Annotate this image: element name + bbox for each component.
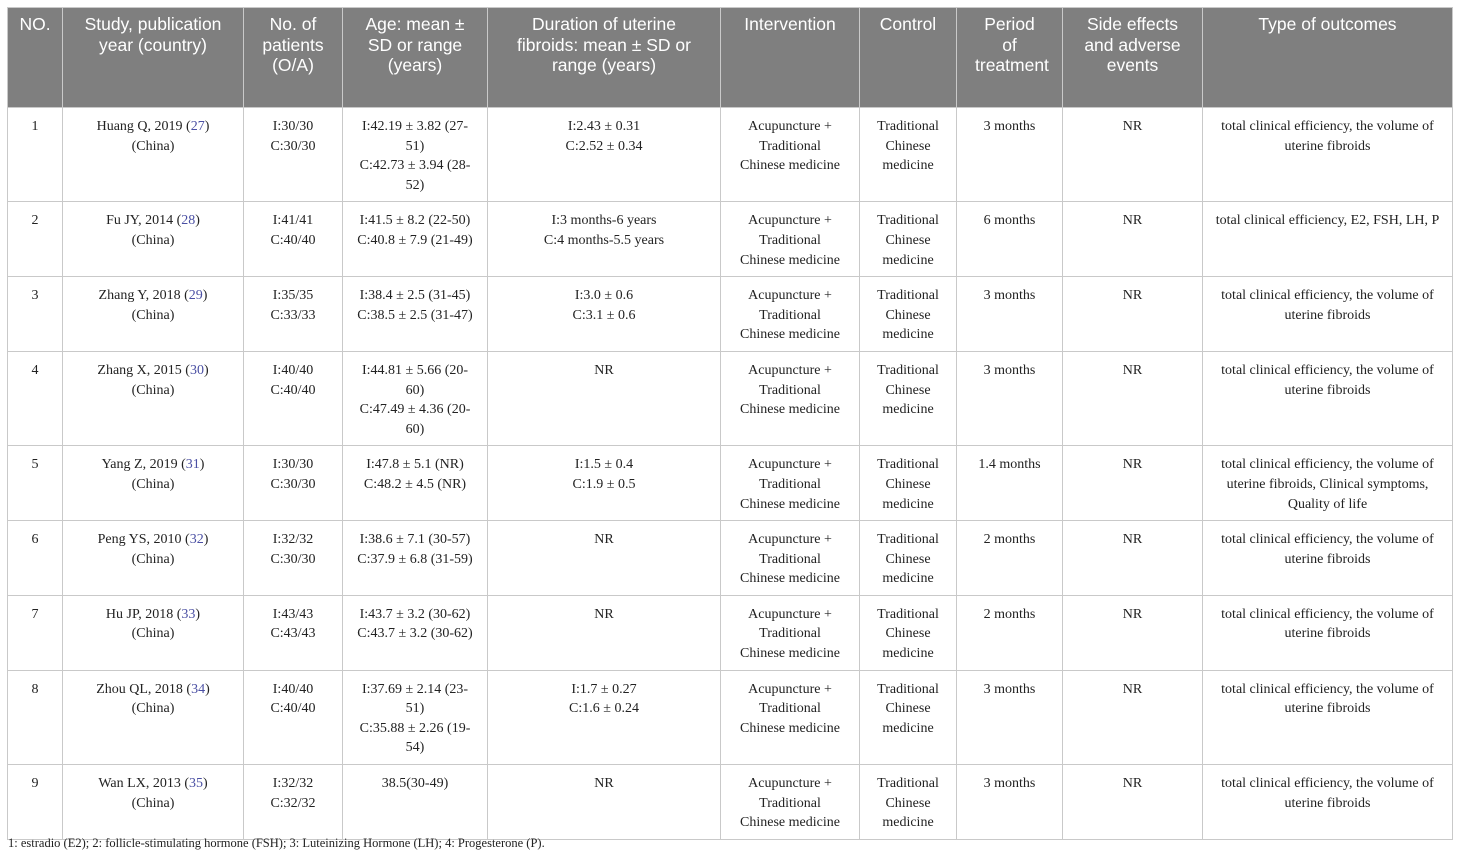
cell-duration bbox=[488, 670, 721, 764]
study-author-year: Zhang X, 2015 ( bbox=[97, 362, 190, 378]
intervention-text: Acupuncture + Traditional Chinese medicine bbox=[740, 776, 840, 831]
side-effects-text: NR bbox=[1122, 457, 1143, 473]
study-country: (China) bbox=[131, 382, 175, 398]
control-text: Traditional Chinese medicine bbox=[877, 776, 939, 831]
intervention-text: Acupuncture + Traditional Chinese medicine bbox=[740, 681, 840, 736]
study-author-year: Hu JP, 2018 ( bbox=[105, 606, 182, 622]
cell-study bbox=[63, 670, 244, 764]
age-group: C:35.88 ± 2.26 (19-54) bbox=[359, 720, 471, 756]
cell-patients bbox=[244, 446, 343, 521]
age-group: 38.5(30-49) bbox=[381, 776, 449, 792]
cell-patients bbox=[244, 595, 343, 670]
study-citation bbox=[71, 605, 235, 625]
cell-intervention bbox=[721, 595, 860, 670]
side-effects-text: NR bbox=[1122, 681, 1143, 697]
cell-duration bbox=[488, 202, 721, 277]
cell-intervention bbox=[721, 446, 860, 521]
control-text: Traditional Chinese medicine bbox=[877, 457, 939, 512]
duration-group: I:3 months-6 years bbox=[551, 213, 657, 229]
patients-group: I:40/40 bbox=[272, 362, 314, 378]
cell-side-effects bbox=[1063, 595, 1203, 670]
cell-period bbox=[957, 765, 1063, 840]
study-citation bbox=[71, 455, 235, 475]
period-text: 2 months bbox=[983, 532, 1036, 548]
table-row bbox=[8, 446, 1453, 521]
study-paren-close: ) bbox=[202, 288, 208, 304]
header-patients: No. of patients (O/A) bbox=[244, 8, 343, 108]
study-country: (China) bbox=[131, 551, 175, 567]
cell-study bbox=[63, 277, 244, 352]
duration-group: C:4 months-5.5 years bbox=[543, 232, 665, 248]
cell-no bbox=[8, 765, 63, 840]
cell-side-effects bbox=[1063, 670, 1203, 764]
cell-control bbox=[860, 277, 957, 352]
cell-age bbox=[343, 277, 488, 352]
patients-group: C:40/40 bbox=[270, 232, 316, 248]
period-text: 3 months bbox=[983, 776, 1036, 792]
cell-no bbox=[8, 446, 63, 521]
patients-group: I:43/43 bbox=[272, 606, 314, 622]
patients-group: C:40/40 bbox=[270, 701, 316, 717]
age-group: I:38.6 ± 7.1 (30-57) bbox=[359, 532, 471, 548]
side-effects-text: NR bbox=[1122, 532, 1143, 548]
cell-no bbox=[8, 351, 63, 445]
row-number: 3 bbox=[31, 288, 39, 304]
cell-patients bbox=[244, 202, 343, 277]
cell-period bbox=[957, 595, 1063, 670]
intervention-text: Acupuncture + Traditional Chinese medicine bbox=[740, 606, 840, 662]
cell-outcomes bbox=[1203, 521, 1453, 596]
intervention-text: Acupuncture + Traditional Chinese medicine bbox=[740, 362, 840, 418]
table-row bbox=[8, 765, 1453, 840]
cell-period bbox=[957, 108, 1063, 202]
age-group: I:42.19 ± 3.82 (27-51) bbox=[361, 119, 469, 154]
outcomes-text: total clinical efficiency, E2, FSH, LH, P bbox=[1215, 213, 1440, 229]
row-number: 5 bbox=[31, 457, 39, 473]
cell-control bbox=[860, 202, 957, 277]
duration-group: I:3.0 ± 0.6 bbox=[574, 288, 634, 304]
age-group: C:43.7 ± 3.2 (30-62) bbox=[357, 626, 473, 642]
age-group: C:42.73 ± 3.94 (28-52) bbox=[359, 158, 471, 193]
patients-group: I:30/30 bbox=[272, 119, 314, 134]
reference-link[interactable]: 34 bbox=[191, 681, 206, 697]
cell-no bbox=[8, 521, 63, 596]
patients-group: I:32/32 bbox=[272, 776, 314, 792]
row-number: 1 bbox=[31, 119, 39, 134]
table-row bbox=[8, 277, 1453, 352]
cell-side-effects bbox=[1063, 521, 1203, 596]
header-outcomes: Type of outcomes bbox=[1203, 8, 1453, 108]
cell-intervention bbox=[721, 521, 860, 596]
cell-duration bbox=[488, 446, 721, 521]
cell-study bbox=[63, 351, 244, 445]
cell-control bbox=[860, 351, 957, 445]
patients-group: I:40/40 bbox=[272, 681, 314, 697]
patients-group: C:30/30 bbox=[270, 476, 316, 492]
cell-intervention bbox=[721, 351, 860, 445]
cell-outcomes bbox=[1203, 351, 1453, 445]
row-number: 9 bbox=[31, 776, 39, 792]
study-citation bbox=[71, 361, 235, 381]
duration-group: C:1.6 ± 0.24 bbox=[569, 701, 639, 717]
age-group: C:38.5 ± 2.5 (31-47) bbox=[357, 307, 473, 323]
cell-study bbox=[63, 521, 244, 596]
study-author-year: Zhang Y, 2018 ( bbox=[98, 288, 189, 304]
side-effects-text: NR bbox=[1122, 288, 1143, 304]
period-text: 3 months bbox=[983, 119, 1036, 134]
row-number: 2 bbox=[31, 213, 39, 229]
study-paren-close: ) bbox=[203, 362, 209, 378]
age-group: C:40.8 ± 7.9 (21-49) bbox=[357, 232, 473, 248]
patients-group: I:30/30 bbox=[272, 457, 314, 473]
age-group: I:44.81 ± 5.66 (20-60) bbox=[361, 362, 469, 398]
row-number: 8 bbox=[31, 681, 39, 697]
cell-period bbox=[957, 277, 1063, 352]
cell-duration bbox=[488, 108, 721, 202]
cell-duration bbox=[488, 351, 721, 445]
cell-age bbox=[343, 351, 488, 445]
period-text: 3 months bbox=[983, 681, 1036, 697]
patients-group: I:32/32 bbox=[272, 532, 314, 548]
age-group: I:41.5 ± 8.2 (22-50) bbox=[359, 213, 471, 229]
row-number: 7 bbox=[31, 606, 39, 622]
study-citation bbox=[71, 117, 235, 137]
cell-outcomes bbox=[1203, 108, 1453, 202]
cell-intervention bbox=[721, 277, 860, 352]
cell-no bbox=[8, 108, 63, 202]
reference-link[interactable]: 30 bbox=[189, 362, 204, 378]
header-no: NO. bbox=[8, 8, 63, 108]
cell-outcomes bbox=[1203, 765, 1453, 840]
outcomes-text: total clinical efficiency, the volume of uterine fibroids bbox=[1221, 776, 1434, 811]
outcomes-text: total clinical efficiency, the volume of uterine fibroids bbox=[1221, 606, 1434, 642]
cell-intervention bbox=[721, 765, 860, 840]
control-text: Traditional Chinese medicine bbox=[877, 213, 939, 268]
cell-age bbox=[343, 595, 488, 670]
side-effects-text: NR bbox=[1122, 606, 1143, 622]
table-body bbox=[8, 108, 1453, 840]
cell-control bbox=[860, 521, 957, 596]
table-row bbox=[8, 202, 1453, 277]
cell-patients bbox=[244, 351, 343, 445]
study-citation bbox=[71, 530, 235, 550]
cell-side-effects bbox=[1063, 277, 1203, 352]
age-group: C:47.49 ± 4.36 (20-60) bbox=[359, 402, 471, 437]
outcomes-text: total clinical efficiency, the volume of uterine fibroids bbox=[1221, 119, 1434, 154]
table-header bbox=[8, 8, 1453, 108]
study-paren-close: ) bbox=[205, 681, 210, 697]
study-citation bbox=[71, 774, 235, 794]
control-text: Traditional Chinese medicine bbox=[877, 362, 939, 418]
study-author-year: Wan LX, 2013 ( bbox=[98, 776, 189, 792]
row-number: 6 bbox=[31, 532, 39, 548]
cell-outcomes bbox=[1203, 670, 1453, 764]
duration-group: NR bbox=[594, 532, 614, 548]
outcomes-text: total clinical efficiency, the volume of uterine fibroids, Clinical symptoms, Quality of life bbox=[1221, 457, 1434, 512]
duration-group: I:1.7 ± 0.27 bbox=[571, 681, 637, 697]
duration-group: I:2.43 ± 0.31 bbox=[567, 119, 641, 134]
cell-patients bbox=[244, 521, 343, 596]
row-number: 4 bbox=[31, 362, 39, 378]
cell-age bbox=[343, 521, 488, 596]
cell-age bbox=[343, 202, 488, 277]
intervention-text: Acupuncture + Traditional Chinese medicine bbox=[740, 532, 840, 587]
study-characteristics-table bbox=[7, 7, 1453, 840]
intervention-text: Acupuncture + Traditional Chinese medicine bbox=[740, 457, 840, 512]
age-group: C:48.2 ± 4.5 (NR) bbox=[363, 476, 467, 492]
cell-outcomes bbox=[1203, 595, 1453, 670]
cell-control bbox=[860, 446, 957, 521]
header-period: Period of treatment bbox=[957, 8, 1063, 108]
age-group: I:43.7 ± 3.2 (30-62) bbox=[359, 606, 471, 622]
cell-duration bbox=[488, 765, 721, 840]
cell-duration bbox=[488, 277, 721, 352]
cell-patients bbox=[244, 108, 343, 202]
study-country: (China) bbox=[131, 138, 175, 154]
cell-duration bbox=[488, 521, 721, 596]
side-effects-text: NR bbox=[1122, 119, 1143, 134]
study-country: (China) bbox=[131, 476, 175, 492]
header-control: Control bbox=[860, 8, 957, 108]
cell-side-effects bbox=[1063, 202, 1203, 277]
header-intervention: Intervention bbox=[721, 8, 860, 108]
cell-patients bbox=[244, 277, 343, 352]
cell-outcomes bbox=[1203, 202, 1453, 277]
study-paren-close: ) bbox=[204, 119, 210, 134]
age-group: I:37.69 ± 2.14 (23-51) bbox=[361, 681, 469, 717]
cell-study bbox=[63, 202, 244, 277]
study-characteristics-table-container bbox=[7, 7, 1452, 840]
reference-link[interactable]: 35 bbox=[188, 776, 203, 792]
cell-no bbox=[8, 595, 63, 670]
header-study: Study, publication year (country) bbox=[63, 8, 244, 108]
outcomes-text: total clinical efficiency, the volume of uterine fibroids bbox=[1221, 288, 1434, 323]
cell-intervention bbox=[721, 670, 860, 764]
duration-group: NR bbox=[594, 606, 614, 622]
patients-group: I:41/41 bbox=[272, 213, 314, 229]
header-duration: Duration of uterine fibroids: mean ± SD or range (years) bbox=[488, 8, 721, 108]
cell-no bbox=[8, 202, 63, 277]
cell-period bbox=[957, 446, 1063, 521]
study-country: (China) bbox=[131, 795, 175, 811]
cell-control bbox=[860, 108, 957, 202]
study-author-year: Huang Q, 2019 ( bbox=[96, 119, 191, 134]
cell-period bbox=[957, 351, 1063, 445]
cell-control bbox=[860, 765, 957, 840]
cell-outcomes bbox=[1203, 446, 1453, 521]
outcomes-text: total clinical efficiency, the volume of uterine fibroids bbox=[1221, 362, 1434, 398]
reference-link[interactable]: 33 bbox=[181, 606, 196, 622]
study-country: (China) bbox=[131, 701, 175, 717]
outcomes-text: total clinical efficiency, the volume of uterine fibroids bbox=[1221, 681, 1434, 717]
cell-control bbox=[860, 595, 957, 670]
reference-link[interactable]: 29 bbox=[188, 288, 203, 304]
patients-group: C:43/43 bbox=[270, 626, 316, 642]
side-effects-text: NR bbox=[1122, 776, 1143, 792]
duration-group: C:2.52 ± 0.34 bbox=[565, 138, 643, 154]
control-text: Traditional Chinese medicine bbox=[877, 606, 939, 662]
side-effects-text: NR bbox=[1122, 213, 1143, 229]
cell-patients bbox=[244, 670, 343, 764]
reference-link[interactable]: 28 bbox=[181, 213, 196, 229]
cell-no bbox=[8, 277, 63, 352]
cell-age bbox=[343, 446, 488, 521]
duration-group: NR bbox=[594, 776, 614, 792]
header-age: Age: mean ± SD or range (years) bbox=[343, 8, 488, 108]
cell-side-effects bbox=[1063, 351, 1203, 445]
table-row bbox=[8, 351, 1453, 445]
cell-study bbox=[63, 595, 244, 670]
study-country: (China) bbox=[131, 232, 175, 248]
cell-no bbox=[8, 670, 63, 764]
duration-group: C:1.9 ± 0.5 bbox=[572, 476, 636, 492]
header-side-effects: Side effects and adverse events bbox=[1063, 8, 1203, 108]
cell-control bbox=[860, 670, 957, 764]
period-text: 3 months bbox=[983, 288, 1036, 304]
cell-period bbox=[957, 521, 1063, 596]
duration-group: I:1.5 ± 0.4 bbox=[574, 457, 634, 473]
table-row bbox=[8, 595, 1453, 670]
period-text: 3 months bbox=[983, 362, 1036, 378]
header-row bbox=[8, 8, 1453, 108]
period-text: 6 months bbox=[983, 213, 1036, 229]
table-row bbox=[8, 521, 1453, 596]
patients-group: C:32/32 bbox=[270, 795, 316, 811]
study-citation bbox=[71, 286, 235, 306]
cell-study bbox=[63, 108, 244, 202]
cell-study bbox=[63, 765, 244, 840]
duration-group: NR bbox=[594, 362, 614, 378]
patients-group: C:33/33 bbox=[270, 307, 316, 323]
cell-period bbox=[957, 202, 1063, 277]
cell-study bbox=[63, 446, 244, 521]
study-paren-close: ) bbox=[195, 213, 200, 229]
study-author-year: Zhou QL, 2018 ( bbox=[96, 681, 192, 697]
duration-group: C:3.1 ± 0.6 bbox=[572, 307, 636, 323]
age-group: I:38.4 ± 2.5 (31-45) bbox=[359, 288, 471, 304]
intervention-text: Acupuncture + Traditional Chinese medicine bbox=[740, 119, 840, 174]
study-paren-close: ) bbox=[195, 606, 201, 622]
table-footnote: 1: estradio (E2); 2: follicle-stimulating hormone (FSH); 3: Luteinizing Hormone (LH); 4: Progesterone (P). bbox=[8, 836, 545, 850]
control-text: Traditional Chinese medicine bbox=[877, 119, 939, 174]
side-effects-text: NR bbox=[1122, 362, 1143, 378]
outcomes-text: total clinical efficiency, the volume of uterine fibroids bbox=[1221, 532, 1434, 567]
study-citation bbox=[71, 680, 235, 700]
cell-age bbox=[343, 765, 488, 840]
cell-side-effects bbox=[1063, 446, 1203, 521]
study-country: (China) bbox=[131, 307, 175, 323]
table-row bbox=[8, 108, 1453, 202]
reference-link[interactable]: 31 bbox=[185, 457, 200, 473]
patients-group: C:30/30 bbox=[270, 551, 316, 567]
patients-group: C:40/40 bbox=[270, 382, 316, 398]
control-text: Traditional Chinese medicine bbox=[877, 681, 939, 736]
cell-intervention bbox=[721, 202, 860, 277]
cell-duration bbox=[488, 595, 721, 670]
study-country: (China) bbox=[131, 626, 175, 642]
age-group: C:37.9 ± 6.8 (31-59) bbox=[357, 551, 473, 567]
study-author-year: Yang Z, 2019 ( bbox=[101, 457, 186, 473]
cell-outcomes bbox=[1203, 277, 1453, 352]
cell-age bbox=[343, 108, 488, 202]
cell-side-effects bbox=[1063, 108, 1203, 202]
study-paren-close: ) bbox=[202, 776, 208, 792]
table-row bbox=[8, 670, 1453, 764]
study-author-year: Fu JY, 2014 ( bbox=[106, 213, 182, 229]
study-author-year: Peng YS, 2010 ( bbox=[97, 532, 190, 548]
study-paren-close: ) bbox=[199, 457, 205, 473]
patients-group: C:30/30 bbox=[270, 138, 316, 154]
study-citation bbox=[71, 211, 235, 231]
reference-link[interactable]: 27 bbox=[190, 119, 205, 134]
cell-age bbox=[343, 670, 488, 764]
patients-group: I:35/35 bbox=[272, 288, 314, 304]
cell-patients bbox=[244, 765, 343, 840]
cell-period bbox=[957, 670, 1063, 764]
period-text: 1.4 months bbox=[978, 457, 1041, 473]
period-text: 2 months bbox=[983, 606, 1036, 622]
cell-side-effects bbox=[1063, 765, 1203, 840]
intervention-text: Acupuncture + Traditional Chinese medicine bbox=[740, 213, 840, 268]
intervention-text: Acupuncture + Traditional Chinese medicine bbox=[740, 288, 840, 343]
cell-intervention bbox=[721, 108, 860, 202]
age-group: I:47.8 ± 5.1 (NR) bbox=[366, 457, 464, 473]
control-text: Traditional Chinese medicine bbox=[877, 532, 939, 587]
reference-link[interactable]: 32 bbox=[189, 532, 204, 548]
control-text: Traditional Chinese medicine bbox=[877, 288, 939, 343]
study-paren-close: ) bbox=[203, 532, 209, 548]
